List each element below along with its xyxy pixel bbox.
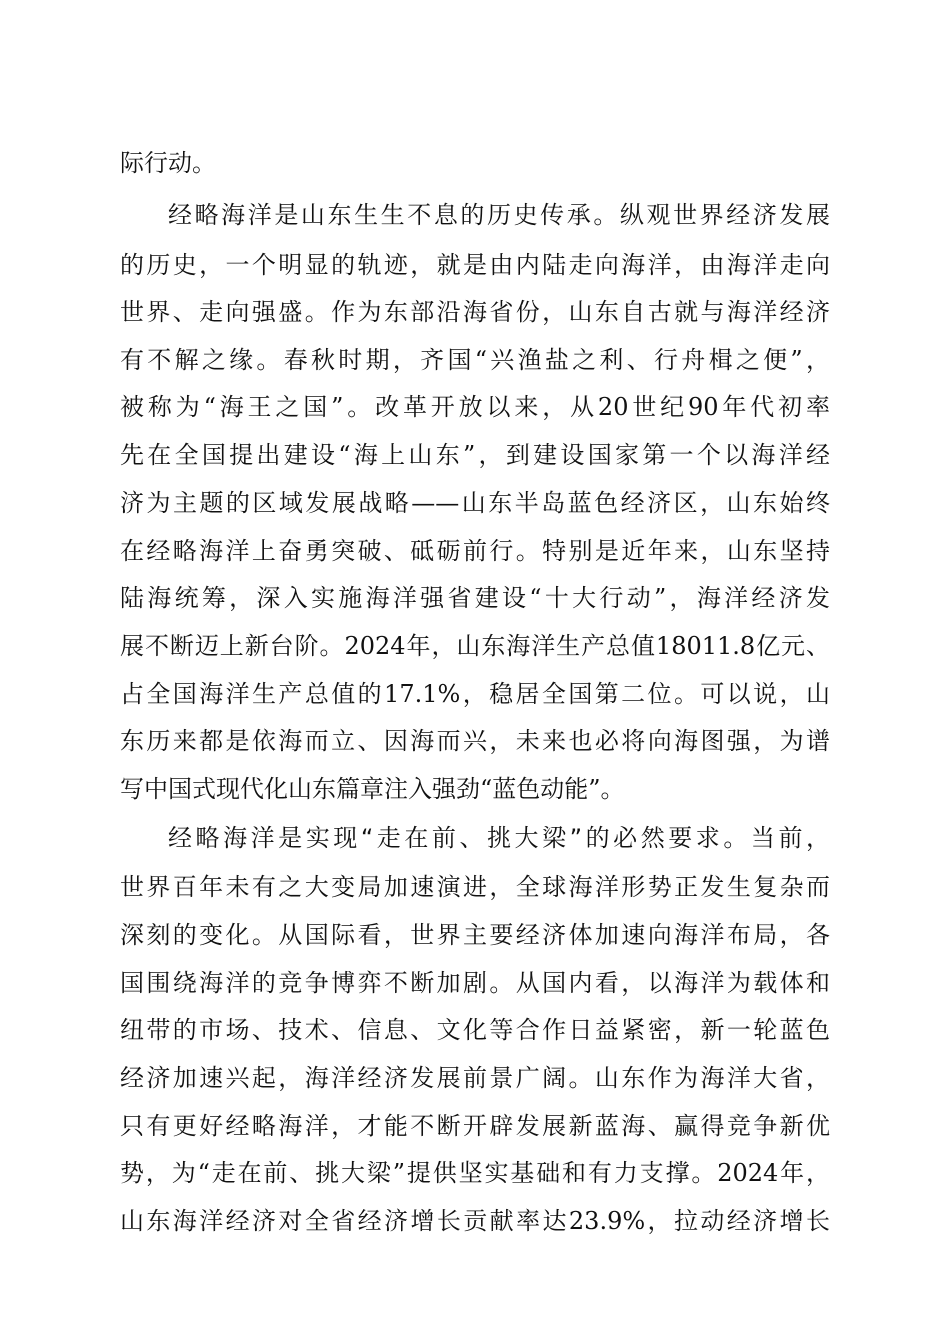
text-line: 山东海洋经济对全省经济增长贡献率达23.9%，拉动经济增长	[120, 1207, 830, 1235]
text-line: 势，为“走在前、挑大梁”提供坚实基础和有力支撑。2024年，	[120, 1159, 830, 1187]
text-line: 国围绕海洋的竞争博弈不断加剧。从国内看，以海洋为载体和	[120, 969, 830, 997]
text-line: 占全国海洋生产总值的17.1%，稳居全国第二位。可以说，山	[120, 680, 830, 708]
text-line: 被称为“海王之国”。改革开放以来，从20世纪90年代初率	[120, 393, 830, 421]
text-line: 世界、走向强盛。作为东部沿海省份，山东自古就与海洋经济	[120, 298, 830, 326]
text-line: 先在全国提出建设“海上山东”，到建设国家第一个以海洋经	[120, 441, 830, 469]
text-line: 经济加速兴起，海洋经济发展前景广阔。山东作为海洋大省，	[120, 1064, 830, 1092]
text-line: 在经略海洋上奋勇突破、砥砺前行。特别是近年来，山东坚持	[120, 537, 830, 565]
text-line: 只有更好经略海洋，才能不断开辟发展新蓝海、赢得竞争新优	[120, 1112, 830, 1140]
text-line: 际行动。	[120, 149, 216, 177]
paragraph-2-first-line	[168, 823, 830, 853]
paragraph-1-first-line-rest: 纵观世界经济发展	[619, 201, 831, 229]
text-line: 济为主题的区域发展战略——山东半岛蓝色经济区，山东始终	[120, 489, 830, 517]
paragraph-1-first-line	[168, 200, 830, 230]
text-line: 写中国式现代化山东篇章注入强劲“蓝色动能”。	[120, 775, 625, 803]
text-line: 东历来都是依海而立、因海而兴，未来也必将向海图强，为谱	[120, 727, 830, 755]
text-line: 展不断迈上新台阶。2024年，山东海洋生产总值18011.8亿元、	[120, 632, 830, 660]
text-line: 深刻的变化。从国际看，世界主要经济体加速向海洋布局，各	[120, 921, 830, 949]
text-line: 纽带的市场、技术、信息、文化等合作日益紧密，新一轮蓝色	[120, 1016, 830, 1044]
paragraph-1-lead-sentence: 经略海洋是山东生生不息的历史传承。	[168, 201, 620, 229]
text-line: 有不解之缘。春秋时期，齐国“兴渔盐之利、行舟楫之便”，	[120, 346, 830, 374]
text-line: 世界百年未有之大变局加速演进，全球海洋形势正发生复杂而	[120, 873, 830, 901]
paragraph-2-lead-sentence: 经略海洋是实现“走在前、挑大梁”的必然要求。	[168, 824, 751, 852]
text-line: 陆海统筹，深入实施海洋强省建设“十大行动”，海洋经济发	[120, 584, 830, 612]
text-line: 的历史，一个明显的轨迹，就是由内陆走向海洋，由海洋走向	[120, 251, 830, 279]
paragraph-2-first-line-rest: 当前，	[750, 824, 830, 852]
